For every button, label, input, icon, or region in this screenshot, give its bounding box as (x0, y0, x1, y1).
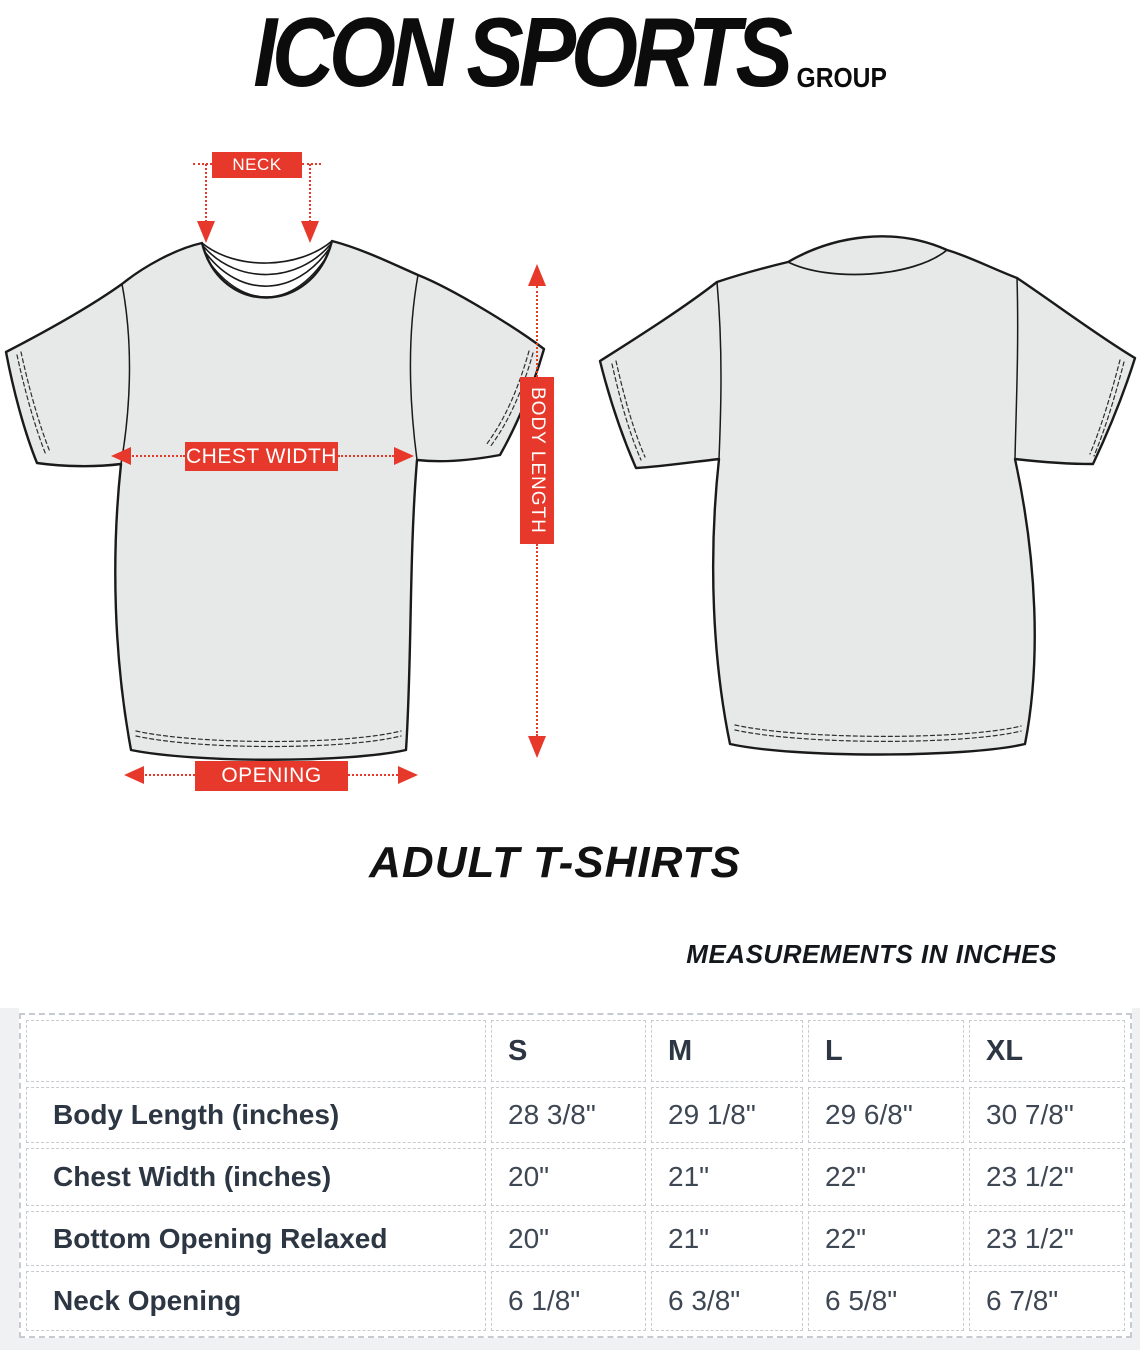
table-cell: 6 1/8" (491, 1271, 646, 1331)
table-row-label: Neck Opening (26, 1271, 486, 1331)
table-cell: 28 3/8" (491, 1087, 646, 1143)
table-cell: 30 7/8" (969, 1087, 1125, 1143)
brand-logo (0, 0, 1140, 107)
tshirt-back-diagram (593, 230, 1140, 760)
table-cell: 21" (651, 1148, 803, 1206)
neck-dotted-stub-right (302, 163, 321, 165)
neck-dotted-line-right (309, 164, 311, 222)
arrow-right-icon (394, 447, 414, 465)
arrow-up-icon (528, 264, 546, 286)
opening-dotted-left (142, 774, 195, 776)
opening-label-text: OPENING (221, 764, 322, 787)
size-table-header-m: M (651, 1020, 803, 1082)
table-cell: 6 5/8" (808, 1271, 964, 1331)
neck-label (212, 152, 302, 178)
body-length-label (520, 377, 554, 544)
table-cell: 23 1/2" (969, 1148, 1125, 1206)
neck-dotted-line-left (205, 164, 207, 222)
size-table-header-s: S (491, 1020, 646, 1082)
chest-width-dotted-left (129, 455, 185, 457)
opening-dotted-right (348, 774, 398, 776)
table-cell: 21" (651, 1211, 803, 1266)
body-length-dotted-bottom (536, 544, 538, 736)
body-length-dotted-top (536, 286, 538, 377)
size-table (19, 1013, 1132, 1338)
body-length-label-text: BODY LENGTH (527, 387, 548, 534)
arrow-down-icon (197, 221, 215, 243)
table-margin-bottom (0, 1338, 1140, 1350)
neck-label-text: NECK (232, 155, 282, 174)
arrow-down-icon (301, 221, 319, 243)
arrow-down-icon (528, 736, 546, 758)
opening-label (195, 761, 348, 791)
brand-logo-text: ICON SPORTS (253, 0, 788, 107)
tshirt-front-diagram (3, 227, 548, 762)
table-cell: 20" (491, 1148, 646, 1206)
chest-width-dotted-right (338, 455, 394, 457)
size-table-header-empty (26, 1020, 486, 1082)
table-cell: 23 1/2" (969, 1211, 1125, 1266)
neck-dotted-stub-left (193, 163, 212, 165)
table-cell: 22" (808, 1211, 964, 1266)
table-margin-right (1132, 1008, 1140, 1350)
table-cell: 20" (491, 1211, 646, 1266)
brand-logo-suffix: GROUP (796, 62, 887, 93)
table-row-label: Body Length (inches) (26, 1087, 486, 1143)
arrow-left-icon (111, 447, 131, 465)
table-margin-left (0, 1008, 19, 1350)
size-table-header-l: L (808, 1020, 964, 1082)
table-row-label: Bottom Opening Relaxed (26, 1211, 486, 1266)
page-title: ADULT T-SHIRTS (369, 838, 741, 887)
chest-width-label (185, 442, 338, 471)
table-cell: 22" (808, 1148, 964, 1206)
size-table-header-xl: XL (969, 1020, 1125, 1082)
table-cell: 29 6/8" (808, 1087, 964, 1143)
chest-width-label-text: CHEST WIDTH (186, 444, 337, 468)
table-row-label: Chest Width (inches) (26, 1148, 486, 1206)
arrow-left-icon (124, 766, 144, 784)
table-cell: 29 1/8" (651, 1087, 803, 1143)
table-cell: 6 3/8" (651, 1271, 803, 1331)
arrow-right-icon (398, 766, 418, 784)
table-cell: 6 7/8" (969, 1271, 1125, 1331)
measurements-subtitle: MEASUREMENTS IN INCHES (686, 939, 1057, 969)
